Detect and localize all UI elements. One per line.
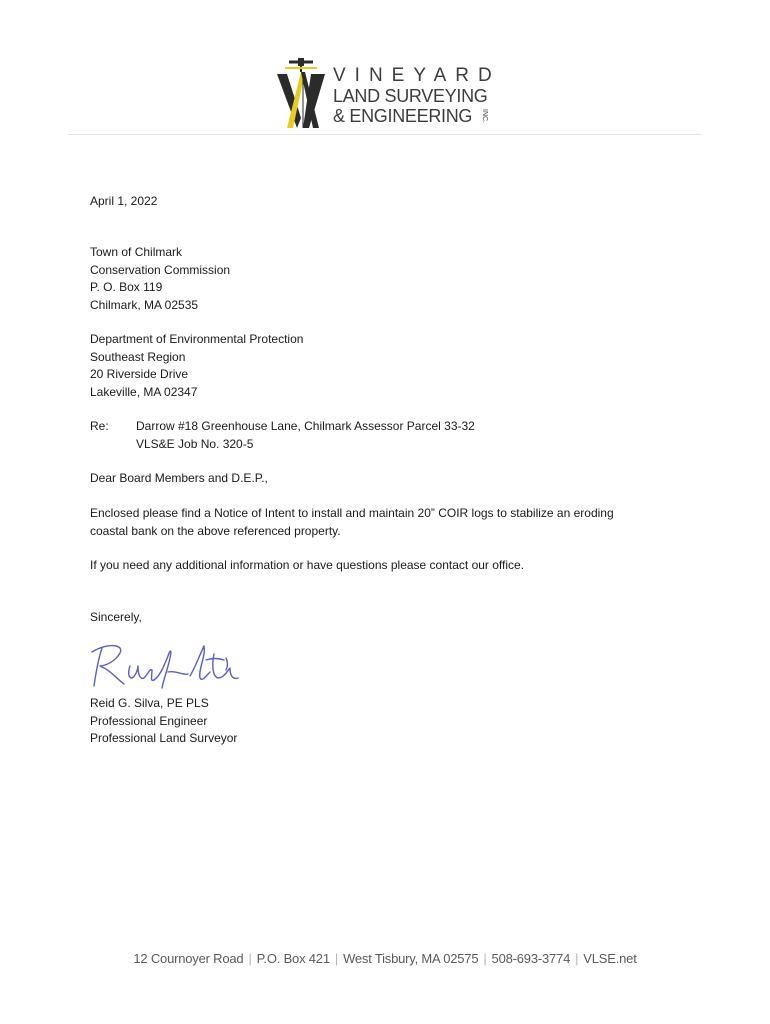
recipient-address-1 — [90, 244, 230, 314]
recipient-1-line: P. O. Box 119 — [90, 280, 163, 294]
signer-title: Professional Engineer — [90, 713, 208, 728]
salutation: Dear Board Members and D.E.P., — [90, 471, 268, 485]
subject-label: Re: — [90, 419, 109, 433]
footer-contact — [0, 951, 770, 966]
footer-separator: | — [575, 951, 579, 966]
footer-separator: | — [248, 951, 252, 966]
body-paragraph-1-line: Enclosed please find a Notice of Intent to install and maintain 20” COIR logs to stabilize an eroding — [90, 506, 614, 520]
letterhead — [0, 0, 770, 140]
subject-line-2: VLS&E Job No. 320-5 — [136, 436, 254, 451]
footer-address: 12 Cournoyer Road — [133, 951, 244, 966]
closing: Sincerely, — [90, 610, 142, 624]
signer-title: Professional Land Surveyor — [90, 731, 238, 745]
footer-separator: | — [334, 951, 339, 966]
vls-monogram-icon — [275, 58, 327, 130]
recipient-2-line: Southeast Region — [90, 349, 186, 364]
recipient-1-line: Town of Chilmark — [90, 245, 183, 259]
footer-separator: | — [483, 951, 487, 966]
footer-phone: 508-693-3774 — [491, 951, 571, 966]
body-paragraph-2: If you need any additional information or have questions please contact our office. — [90, 558, 525, 572]
recipient-1-line: Chilmark, MA 02535 — [90, 297, 199, 312]
recipient-2-line: Lakeville, MA 02347 — [90, 384, 198, 399]
body-paragraph-1-line: coastal bank on the above referenced property. — [90, 523, 341, 538]
recipient-2-line: Department of Environmental Protection — [90, 332, 304, 346]
company-inc: INC. — [481, 109, 488, 123]
signer-name: Reid G. Silva, PE PLS — [90, 696, 209, 710]
recipient-1-line: Conservation Commission — [90, 262, 231, 277]
subject-line-1: Darrow #18 Greenhouse Lane, Chilmark Assessor Parcel 33-32 — [136, 419, 475, 433]
company-name-line2: LAND SURVEYING — [333, 86, 488, 106]
recipient-2-line: 20 Riverside Drive — [90, 367, 189, 381]
footer-city: West Tisbury, MA 02575 — [343, 951, 479, 966]
body-paragraph-1 — [90, 505, 614, 540]
company-name-line3-text: & ENGINEERING — [333, 106, 473, 126]
letter-date: April 1, 2022 — [90, 194, 158, 208]
handwritten-signature — [88, 636, 248, 696]
company-name — [333, 66, 501, 126]
recipient-address-2 — [90, 331, 303, 401]
signer-block — [90, 695, 237, 748]
company-name-line1: VINEYARD — [333, 65, 501, 86]
header-divider — [68, 134, 702, 135]
footer-po-box: P.O. Box 421 — [256, 951, 330, 966]
footer-website: VLSE.net — [583, 951, 637, 966]
company-name-line3 — [333, 106, 501, 126]
subject-block — [0, 418, 770, 454]
